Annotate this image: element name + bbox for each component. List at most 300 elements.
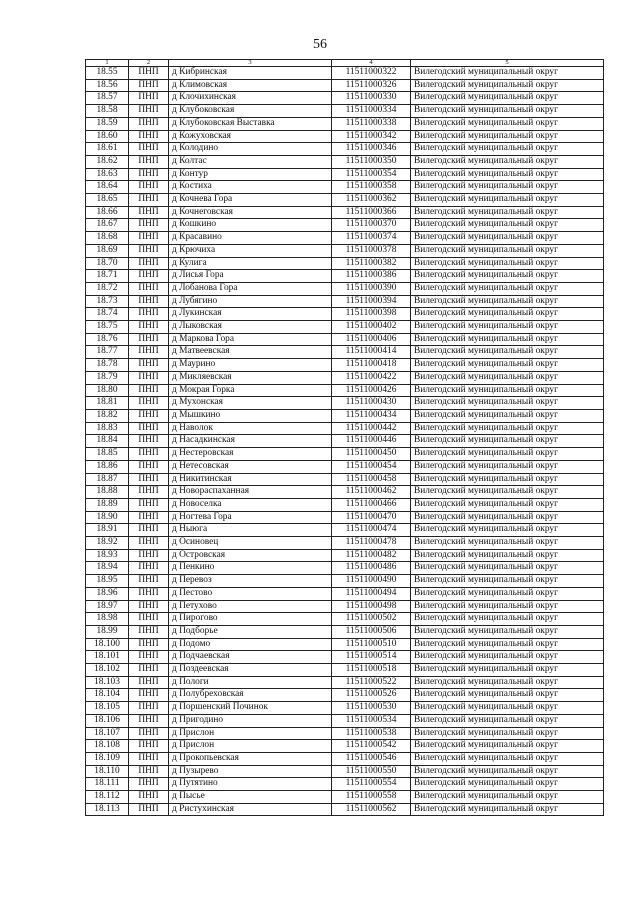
oktmo-code-cell: 11511000502: [332, 613, 411, 626]
settlement-type-cell: ПНП: [129, 664, 169, 677]
settlement-name-cell: д Прислон: [169, 727, 332, 740]
settlement-type-cell: ПНП: [129, 549, 169, 562]
municipality-cell: Вилегодский муниципальный округ: [411, 587, 604, 600]
settlement-name-cell: д Ристухинская: [169, 803, 332, 816]
municipality-cell: Вилегодский муниципальный округ: [411, 194, 604, 207]
settlement-type-cell: ПНП: [129, 625, 169, 638]
oktmo-code-cell: 11511000446: [332, 435, 411, 448]
row-index-cell: 18.80: [86, 384, 129, 397]
settlement-name-cell: д Кочнева Гора: [169, 194, 332, 207]
settlement-name-cell: д Клубоковская Выставка: [169, 117, 332, 130]
settlement-name-cell: д Никитинская: [169, 473, 332, 486]
settlement-name-cell: д Кочнеговская: [169, 206, 332, 219]
oktmo-code-cell: 11511000386: [332, 270, 411, 283]
municipality-cell: Вилегодский муниципальный округ: [411, 498, 604, 511]
row-index-cell: 18.56: [86, 79, 129, 92]
settlement-name-cell: д Контур: [169, 168, 332, 181]
settlement-name-cell: д Подчаевская: [169, 651, 332, 664]
settlement-name-cell: д Прокопьевская: [169, 752, 332, 765]
row-index-cell: 18.74: [86, 308, 129, 321]
table-row: [86, 105, 604, 118]
oktmo-code-cell: 11511000454: [332, 460, 411, 473]
settlement-type-cell: ПНП: [129, 791, 169, 804]
table-row: [86, 257, 604, 270]
row-index-cell: 18.88: [86, 486, 129, 499]
settlement-type-cell: ПНП: [129, 803, 169, 816]
settlement-name-cell: д Климовская: [169, 79, 332, 92]
municipality-cell: Вилегодский муниципальный округ: [411, 105, 604, 118]
oktmo-code-cell: 11511000394: [332, 295, 411, 308]
page-number: 56: [313, 37, 327, 52]
oktmo-code-cell: 11511000370: [332, 219, 411, 232]
row-index-cell: 18.104: [86, 689, 129, 702]
oktmo-code-cell: 11511000406: [332, 333, 411, 346]
settlement-type-cell: ПНП: [129, 257, 169, 270]
row-index-cell: 18.85: [86, 448, 129, 461]
settlement-name-cell: д Колодино: [169, 143, 332, 156]
settlement-type-cell: ПНП: [129, 143, 169, 156]
settlement-name-cell: д Подборье: [169, 625, 332, 638]
settlement-name-cell: д Мухонская: [169, 397, 332, 410]
settlement-type-cell: ПНП: [129, 651, 169, 664]
table-row: [86, 219, 604, 232]
municipality-cell: Вилегодский муниципальный округ: [411, 752, 604, 765]
municipality-cell: Вилегодский муниципальный округ: [411, 549, 604, 562]
row-index-cell: 18.105: [86, 702, 129, 715]
oktmo-code-cell: 11511000526: [332, 689, 411, 702]
table-header: [86, 60, 604, 67]
table-row: [86, 155, 604, 168]
row-index-cell: 18.76: [86, 333, 129, 346]
settlement-name-cell: д Пригодино: [169, 714, 332, 727]
table-row: [86, 727, 604, 740]
row-index-cell: 18.109: [86, 752, 129, 765]
oktmo-code-cell: 11511000458: [332, 473, 411, 486]
column-number-4: 4: [332, 60, 411, 67]
row-index-cell: 18.78: [86, 359, 129, 372]
settlement-type-cell: ПНП: [129, 537, 169, 550]
municipality-cell: Вилегодский муниципальный округ: [411, 409, 604, 422]
settlement-name-cell: д Новораспаханная: [169, 486, 332, 499]
row-index-cell: 18.96: [86, 587, 129, 600]
settlement-type-cell: ПНП: [129, 333, 169, 346]
municipality-cell: Вилегодский муниципальный округ: [411, 600, 604, 613]
settlement-type-cell: ПНП: [129, 117, 169, 130]
settlement-name-cell: д Мокрая Горка: [169, 384, 332, 397]
table-row: [86, 587, 604, 600]
settlement-name-cell: д Мышкино: [169, 409, 332, 422]
table-row: [86, 422, 604, 435]
row-index-cell: 18.68: [86, 232, 129, 245]
row-index-cell: 18.57: [86, 92, 129, 105]
table-row: [86, 194, 604, 207]
row-index-cell: 18.89: [86, 498, 129, 511]
row-index-cell: 18.86: [86, 460, 129, 473]
municipality-cell: Вилегодский муниципальный округ: [411, 321, 604, 334]
settlement-type-cell: ПНП: [129, 194, 169, 207]
municipality-cell: Вилегодский муниципальный округ: [411, 92, 604, 105]
municipality-cell: Вилегодский муниципальный округ: [411, 765, 604, 778]
municipality-cell: Вилегодский муниципальный округ: [411, 359, 604, 372]
table-row: [86, 689, 604, 702]
municipality-cell: Вилегодский муниципальный округ: [411, 181, 604, 194]
settlement-name-cell: д Колтас: [169, 155, 332, 168]
settlement-type-cell: ПНП: [129, 689, 169, 702]
table-row: [86, 638, 604, 651]
oktmo-code-cell: 11511000374: [332, 232, 411, 245]
oktmo-code-cell: 11511000378: [332, 244, 411, 257]
oktmo-code-cell: 11511000562: [332, 803, 411, 816]
settlement-name-cell: д Нетесовская: [169, 460, 332, 473]
settlement-type-cell: ПНП: [129, 714, 169, 727]
settlement-name-cell: д Маркова Гора: [169, 333, 332, 346]
oktmo-code-cell: 11511000506: [332, 625, 411, 638]
table-row: [86, 79, 604, 92]
oktmo-code-cell: 11511000530: [332, 702, 411, 715]
table-row: [86, 435, 604, 448]
oktmo-code-cell: 11511000398: [332, 308, 411, 321]
settlement-type-cell: ПНП: [129, 295, 169, 308]
settlement-type-cell: ПНП: [129, 79, 169, 92]
oktmo-code-cell: 11511000430: [332, 397, 411, 410]
municipality-cell: Вилегодский муниципальный округ: [411, 117, 604, 130]
settlement-type-cell: ПНП: [129, 562, 169, 575]
oktmo-code-cell: 11511000546: [332, 752, 411, 765]
table-row: [86, 714, 604, 727]
municipality-cell: Вилегодский муниципальный округ: [411, 244, 604, 257]
row-index-cell: 18.112: [86, 791, 129, 804]
table-row: [86, 232, 604, 245]
settlement-name-cell: д Кулига: [169, 257, 332, 270]
settlement-type-cell: ПНП: [129, 206, 169, 219]
settlement-type-cell: ПНП: [129, 740, 169, 753]
table-row: [86, 181, 604, 194]
settlement-name-cell: д Ныюга: [169, 524, 332, 537]
settlement-name-cell: д Лукинская: [169, 308, 332, 321]
municipality-cell: Вилегодский муниципальный округ: [411, 219, 604, 232]
row-index-cell: 18.81: [86, 397, 129, 410]
table-row: [86, 460, 604, 473]
row-index-cell: 18.60: [86, 130, 129, 143]
settlement-name-cell: д Пестово: [169, 587, 332, 600]
settlement-type-cell: ПНП: [129, 613, 169, 626]
settlement-type-cell: ПНП: [129, 270, 169, 283]
settlement-name-cell: д Клубоковская: [169, 105, 332, 118]
settlement-name-cell: д Поздеевская: [169, 664, 332, 677]
settlement-name-cell: д Кошкино: [169, 219, 332, 232]
municipality-cell: Вилегодский муниципальный округ: [411, 473, 604, 486]
table-row: [86, 67, 604, 80]
oktmo-code-cell: 11511000382: [332, 257, 411, 270]
settlement-type-cell: ПНП: [129, 498, 169, 511]
row-index-cell: 18.73: [86, 295, 129, 308]
municipality-cell: Вилегодский муниципальный округ: [411, 676, 604, 689]
row-index-cell: 18.98: [86, 613, 129, 626]
oktmo-code-cell: 11511000466: [332, 498, 411, 511]
settlement-type-cell: ПНП: [129, 752, 169, 765]
oktmo-code-cell: 11511000342: [332, 130, 411, 143]
row-index-cell: 18.87: [86, 473, 129, 486]
table-row: [86, 664, 604, 677]
row-index-cell: 18.65: [86, 194, 129, 207]
municipality-cell: Вилегодский муниципальный округ: [411, 651, 604, 664]
table-body: [86, 67, 604, 816]
settlement-type-cell: ПНП: [129, 473, 169, 486]
table-row: [86, 448, 604, 461]
settlement-name-cell: д Пологи: [169, 676, 332, 689]
row-index-cell: 18.92: [86, 537, 129, 550]
table-row: [86, 625, 604, 638]
settlement-type-cell: ПНП: [129, 105, 169, 118]
oktmo-code-cell: 11511000418: [332, 359, 411, 372]
settlement-type-cell: ПНП: [129, 384, 169, 397]
settlement-name-cell: д Подомо: [169, 638, 332, 651]
row-index-cell: 18.110: [86, 765, 129, 778]
oktmo-code-cell: 11511000486: [332, 562, 411, 575]
settlement-name-cell: д Осиновец: [169, 537, 332, 550]
row-index-cell: 18.111: [86, 778, 129, 791]
settlement-type-cell: ПНП: [129, 676, 169, 689]
row-index-cell: 18.55: [86, 67, 129, 80]
municipality-cell: Вилегодский муниципальный округ: [411, 435, 604, 448]
table-row: [86, 511, 604, 524]
oktmo-code-cell: 11511000434: [332, 409, 411, 422]
settlement-name-cell: д Пузырево: [169, 765, 332, 778]
municipality-cell: Вилегодский муниципальный округ: [411, 422, 604, 435]
row-index-cell: 18.84: [86, 435, 129, 448]
municipality-cell: Вилегодский муниципальный округ: [411, 460, 604, 473]
table-row: [86, 244, 604, 257]
table-row: [86, 803, 604, 816]
row-index-cell: 18.66: [86, 206, 129, 219]
settlement-type-cell: ПНП: [129, 524, 169, 537]
municipality-cell: Вилегодский муниципальный округ: [411, 384, 604, 397]
oktmo-code-cell: 11511000426: [332, 384, 411, 397]
table-row: [86, 752, 604, 765]
settlement-name-cell: д Лыковская: [169, 321, 332, 334]
settlement-type-cell: ПНП: [129, 422, 169, 435]
municipality-cell: Вилегодский муниципальный округ: [411, 67, 604, 80]
row-index-cell: 18.100: [86, 638, 129, 651]
table-row: [86, 651, 604, 664]
municipality-cell: Вилегодский муниципальный округ: [411, 664, 604, 677]
oktmo-code-cell: 11511000366: [332, 206, 411, 219]
settlement-type-cell: ПНП: [129, 397, 169, 410]
row-index-cell: 18.97: [86, 600, 129, 613]
settlement-name-cell: д Островская: [169, 549, 332, 562]
table-row: [86, 524, 604, 537]
municipality-cell: Вилегодский муниципальный округ: [411, 702, 604, 715]
table-row: [86, 549, 604, 562]
oktmo-code-cell: 11511000358: [332, 181, 411, 194]
row-index-cell: 18.83: [86, 422, 129, 435]
row-index-cell: 18.106: [86, 714, 129, 727]
column-number-3: 3: [169, 60, 332, 67]
municipality-cell: Вилегодский муниципальный округ: [411, 575, 604, 588]
oktmo-code-cell: 11511000518: [332, 664, 411, 677]
municipality-cell: Вилегодский муниципальный округ: [411, 778, 604, 791]
municipality-cell: Вилегодский муниципальный округ: [411, 613, 604, 626]
oktmo-code-cell: 11511000334: [332, 105, 411, 118]
table-row: [86, 321, 604, 334]
table-row: [86, 600, 604, 613]
row-index-cell: 18.61: [86, 143, 129, 156]
municipality-cell: Вилегодский муниципальный округ: [411, 537, 604, 550]
municipality-cell: Вилегодский муниципальный округ: [411, 295, 604, 308]
row-index-cell: 18.79: [86, 371, 129, 384]
municipality-cell: Вилегодский муниципальный округ: [411, 168, 604, 181]
municipality-cell: Вилегодский муниципальный округ: [411, 727, 604, 740]
settlement-name-cell: д Полубреховская: [169, 689, 332, 702]
table-row: [86, 778, 604, 791]
municipality-cell: Вилегодский муниципальный округ: [411, 282, 604, 295]
settlement-type-cell: ПНП: [129, 346, 169, 359]
municipality-cell: Вилегодский муниципальный округ: [411, 625, 604, 638]
settlement-name-cell: д Пенкино: [169, 562, 332, 575]
settlement-name-cell: д Новоселка: [169, 498, 332, 511]
municipality-cell: Вилегодский муниципальный округ: [411, 206, 604, 219]
table-row: [86, 117, 604, 130]
row-index-cell: 18.77: [86, 346, 129, 359]
municipality-cell: Вилегодский муниципальный округ: [411, 714, 604, 727]
settlement-type-cell: ПНП: [129, 702, 169, 715]
settlement-name-cell: д Ногтева Гора: [169, 511, 332, 524]
oktmo-code-cell: 11511000390: [332, 282, 411, 295]
settlement-type-cell: ПНП: [129, 219, 169, 232]
row-index-cell: 18.95: [86, 575, 129, 588]
oktmo-code-cell: 11511000490: [332, 575, 411, 588]
row-index-cell: 18.82: [86, 409, 129, 422]
settlement-type-cell: ПНП: [129, 575, 169, 588]
row-index-cell: 18.99: [86, 625, 129, 638]
row-index-cell: 18.93: [86, 549, 129, 562]
settlement-name-cell: д Лисья Гора: [169, 270, 332, 283]
oktmo-code-cell: 11511000346: [332, 143, 411, 156]
oktmo-code-cell: 11511000534: [332, 714, 411, 727]
oktmo-code-cell: 11511000354: [332, 168, 411, 181]
row-index-cell: 18.70: [86, 257, 129, 270]
settlement-type-cell: ПНП: [129, 435, 169, 448]
table-row: [86, 397, 604, 410]
settlement-type-cell: ПНП: [129, 67, 169, 80]
column-number-5: 5: [411, 60, 604, 67]
table-row: [86, 613, 604, 626]
row-index-cell: 18.62: [86, 155, 129, 168]
table-row: [86, 308, 604, 321]
row-index-cell: 18.69: [86, 244, 129, 257]
oktmo-code-cell: 11511000478: [332, 537, 411, 550]
settlement-type-cell: ПНП: [129, 359, 169, 372]
settlement-type-cell: ПНП: [129, 778, 169, 791]
oktmo-code-cell: 11511000414: [332, 346, 411, 359]
settlement-name-cell: д Кожуховская: [169, 130, 332, 143]
table-row: [86, 473, 604, 486]
row-index-cell: 18.58: [86, 105, 129, 118]
row-index-cell: 18.94: [86, 562, 129, 575]
settlement-name-cell: д Перевоз: [169, 575, 332, 588]
municipality-cell: Вилегодский муниципальный округ: [411, 791, 604, 804]
settlement-type-cell: ПНП: [129, 92, 169, 105]
column-number-1: 1: [86, 60, 129, 67]
settlement-name-cell: д Матвеевская: [169, 346, 332, 359]
settlement-type-cell: ПНП: [129, 130, 169, 143]
settlement-type-cell: ПНП: [129, 168, 169, 181]
table-row: [86, 371, 604, 384]
oktmo-code-cell: 11511000522: [332, 676, 411, 689]
settlement-name-cell: д Пирогово: [169, 613, 332, 626]
settlement-type-cell: ПНП: [129, 232, 169, 245]
table-row: [86, 791, 604, 804]
oktmo-code-cell: 11511000498: [332, 600, 411, 613]
settlement-name-cell: д Нестеровская: [169, 448, 332, 461]
row-index-cell: 18.102: [86, 664, 129, 677]
table-row: [86, 575, 604, 588]
municipality-cell: Вилегодский муниципальный округ: [411, 130, 604, 143]
oktmo-code-cell: 11511000330: [332, 92, 411, 105]
settlement-name-cell: д Кибринская: [169, 67, 332, 80]
table-row: [86, 765, 604, 778]
oktmo-code-cell: 11511000550: [332, 765, 411, 778]
oktmo-code-cell: 11511000494: [332, 587, 411, 600]
row-index-cell: 18.90: [86, 511, 129, 524]
row-index-cell: 18.101: [86, 651, 129, 664]
municipality-cell: Вилегодский муниципальный округ: [411, 638, 604, 651]
table-row: [86, 702, 604, 715]
oktmo-code-cell: 11511000422: [332, 371, 411, 384]
settlement-type-cell: ПНП: [129, 727, 169, 740]
municipality-cell: Вилегодский муниципальный округ: [411, 371, 604, 384]
municipality-cell: Вилегодский муниципальный округ: [411, 346, 604, 359]
table-row: [86, 143, 604, 156]
oktmo-code-cell: 11511000362: [332, 194, 411, 207]
oktmo-code-cell: 11511000442: [332, 422, 411, 435]
table-row: [86, 333, 604, 346]
settlement-name-cell: д Путятино: [169, 778, 332, 791]
oktmo-code-cell: 11511000514: [332, 651, 411, 664]
oktmo-code-cell: 11511000558: [332, 791, 411, 804]
settlement-type-cell: ПНП: [129, 371, 169, 384]
settlement-name-cell: д Пысье: [169, 791, 332, 804]
settlement-name-cell: д Микляевская: [169, 371, 332, 384]
table-row: [86, 486, 604, 499]
table-row: [86, 359, 604, 372]
table-row: [86, 206, 604, 219]
municipality-cell: Вилегодский муниципальный округ: [411, 397, 604, 410]
oktmo-code-cell: 11511000538: [332, 727, 411, 740]
municipality-cell: Вилегодский муниципальный округ: [411, 740, 604, 753]
settlement-name-cell: д Костиха: [169, 181, 332, 194]
oktmo-code-cell: 11511000326: [332, 79, 411, 92]
oktmo-code-cell: 11511000542: [332, 740, 411, 753]
settlement-name-cell: д Наволок: [169, 422, 332, 435]
row-index-cell: 18.75: [86, 321, 129, 334]
municipality-cell: Вилегодский муниципальный округ: [411, 257, 604, 270]
municipality-cell: Вилегодский муниципальный округ: [411, 803, 604, 816]
settlement-type-cell: ПНП: [129, 155, 169, 168]
row-index-cell: 18.71: [86, 270, 129, 283]
oktmo-code-cell: 11511000510: [332, 638, 411, 651]
municipality-cell: Вилегодский муниципальный округ: [411, 143, 604, 156]
oktmo-code-cell: 11511000462: [332, 486, 411, 499]
table-row: [86, 498, 604, 511]
settlement-type-cell: ПНП: [129, 511, 169, 524]
settlement-name-cell: д Крючиха: [169, 244, 332, 257]
oktmo-code-cell: 11511000450: [332, 448, 411, 461]
table-row: [86, 562, 604, 575]
table-row: [86, 295, 604, 308]
settlement-name-cell: д Прислон: [169, 740, 332, 753]
municipality-cell: Вилегодский муниципальный округ: [411, 511, 604, 524]
